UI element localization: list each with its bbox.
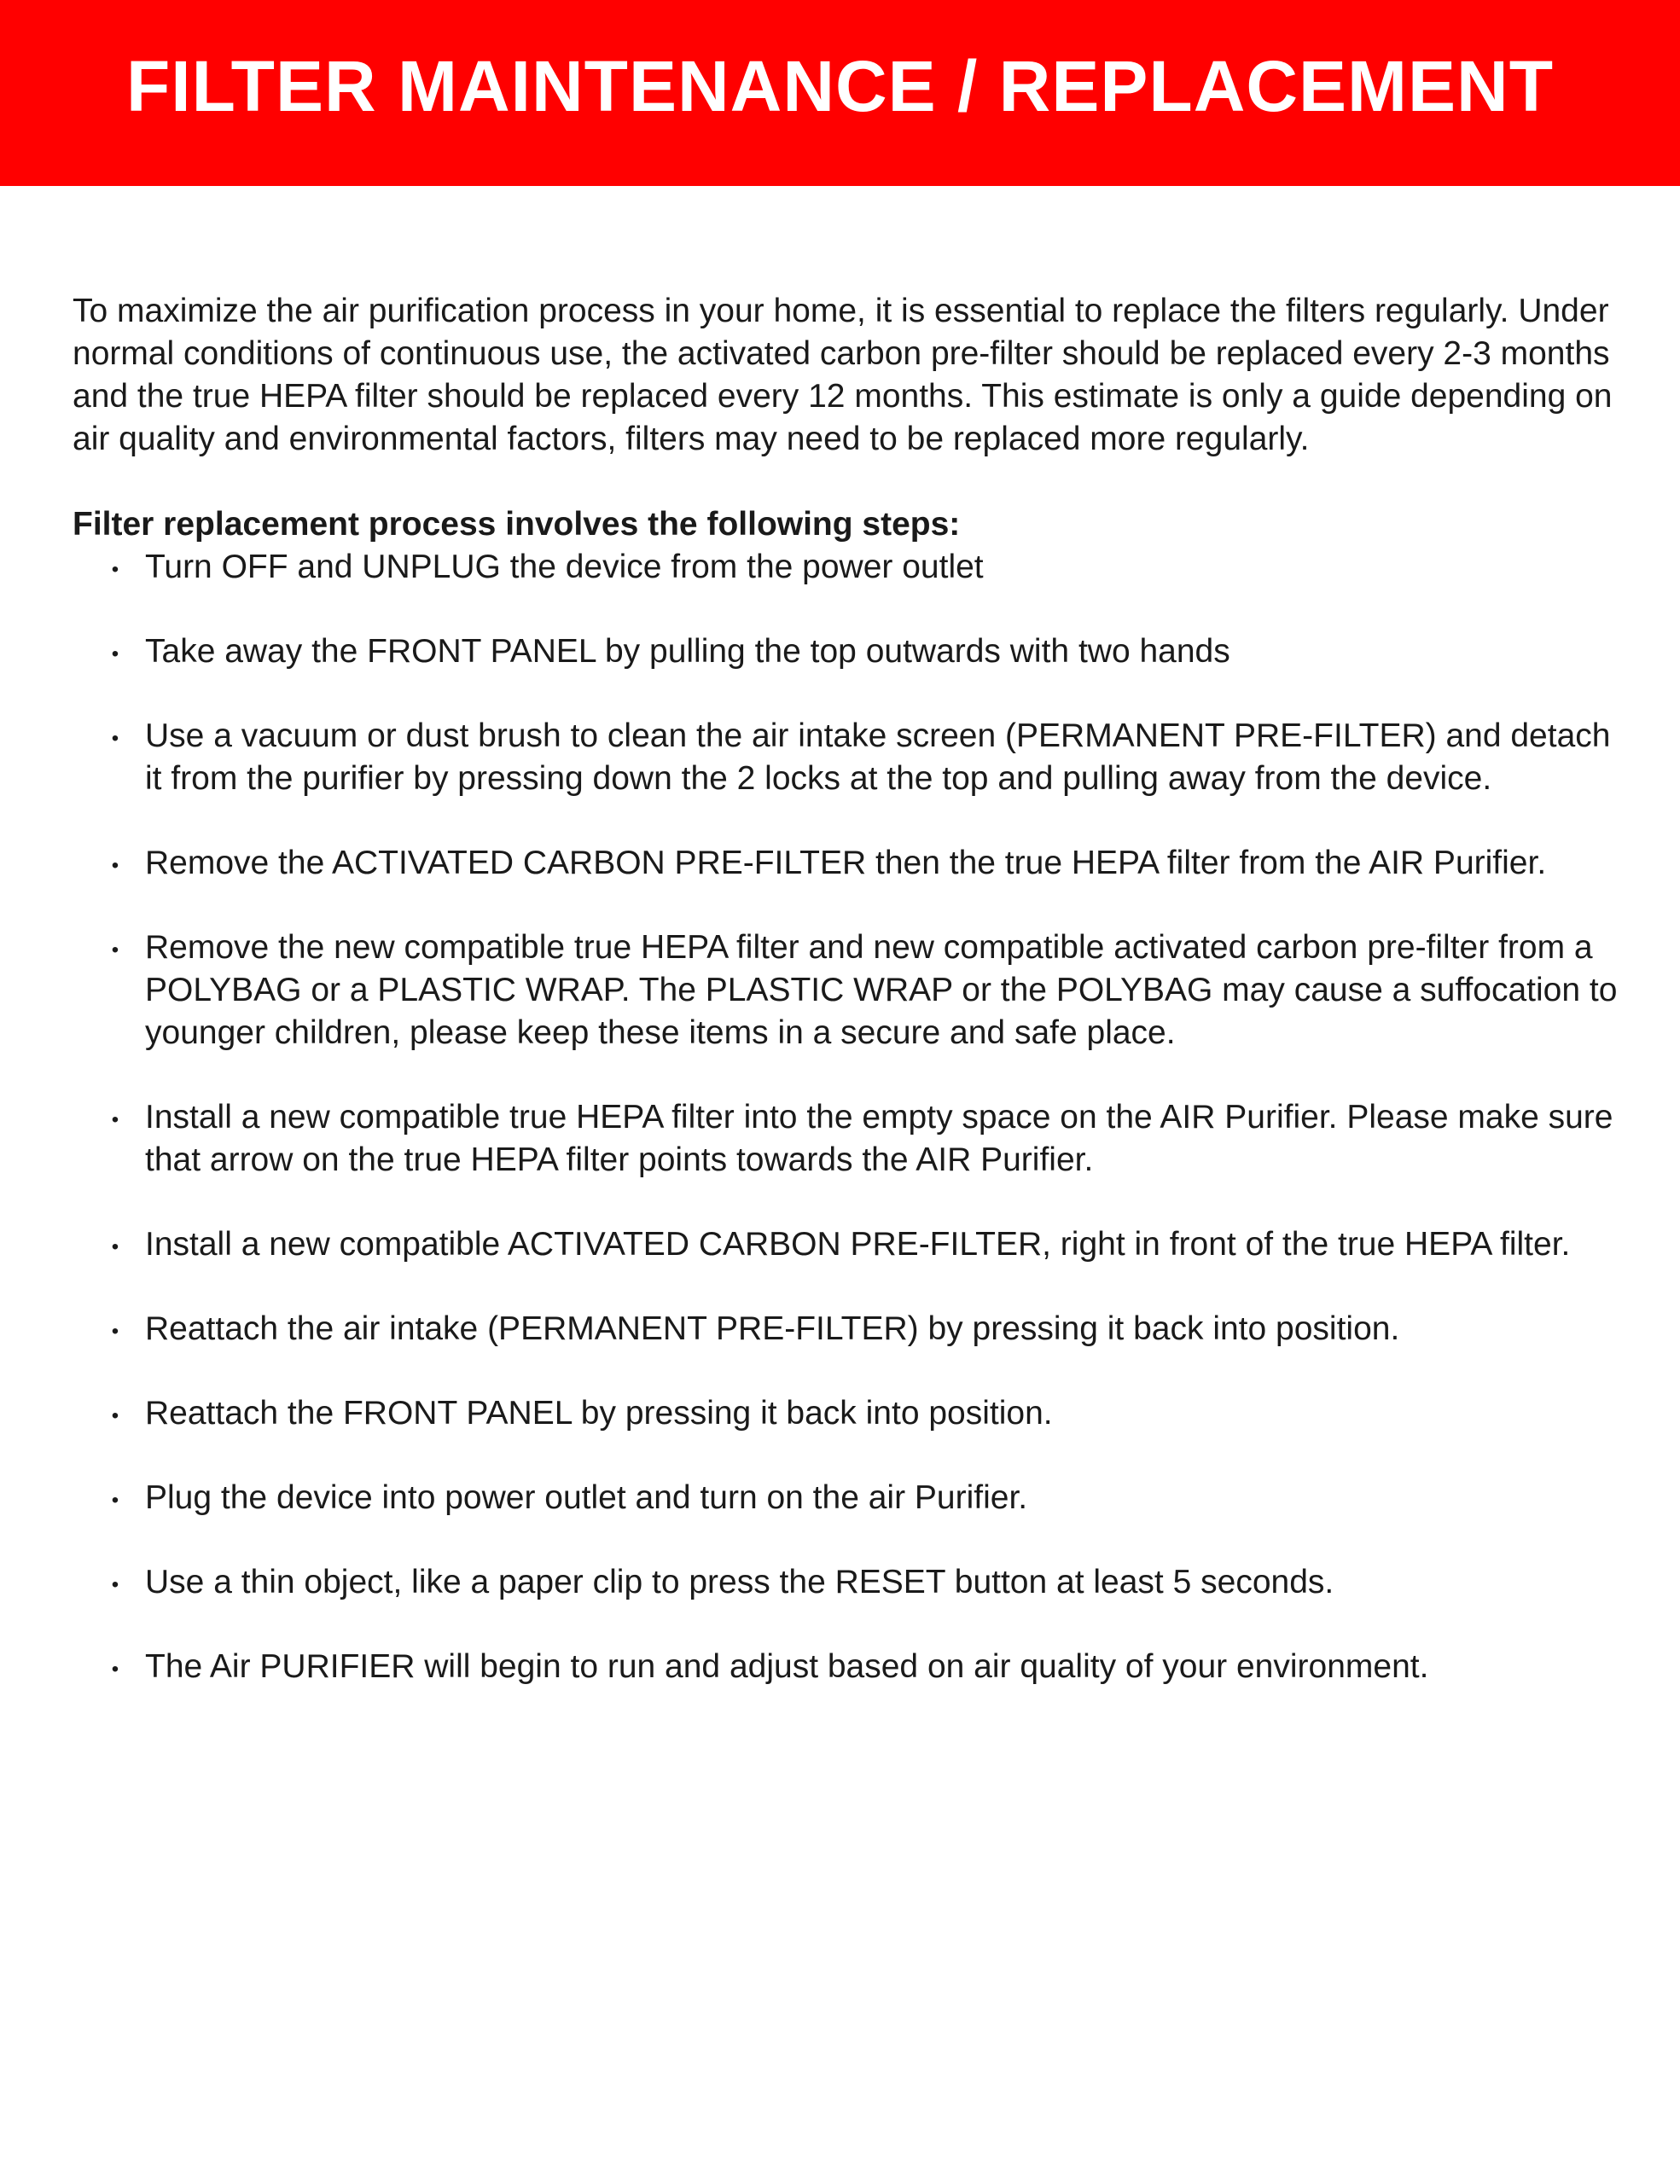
step-text: Use a vacuum or dust brush to clean the air intake screen (PERMANENT PRE-FILTER) and detach it from the purifier by pressing down the 2 locks at the top and pulling away from the device.: [145, 717, 1611, 797]
step-text: Install a new compatible true HEPA filter into the empty space on the AIR Purifier. Please make sure that arrow on the true HEPA filter points towards the AIR Purifier.: [145, 1099, 1613, 1178]
bullet-icon: •: [111, 1489, 119, 1512]
bullet-icon: •: [111, 1108, 119, 1131]
bullet-icon: •: [111, 1320, 119, 1343]
page-title: FILTER MAINTENANCE / REPLACEMENT: [125, 46, 1555, 126]
bullet-icon: •: [111, 1404, 119, 1427]
bullet-icon: •: [111, 1658, 119, 1681]
step-text: Remove the ACTIVATED CARBON PRE-FILTER then the true HEPA filter from the AIR Purifier.: [145, 845, 1547, 881]
step-text: Take away the FRONT PANEL by pulling the top outwards with two hands: [145, 633, 1230, 670]
step-item: [73, 842, 1625, 885]
bullet-icon: •: [111, 1235, 119, 1258]
step-item: [73, 1392, 1625, 1435]
step-item: [73, 1308, 1625, 1350]
bullet-icon: •: [111, 642, 119, 665]
step-text: Plug the device into power outlet and turn on the air Purifier.: [145, 1479, 1028, 1516]
step-text: The Air PURIFIER will begin to run and adjust based on air quality of your environment.: [145, 1648, 1429, 1685]
steps-list: [73, 546, 1625, 1688]
step-text: Reattach the air intake (PERMANENT PRE-FILTER) by pressing it back into position.: [145, 1310, 1400, 1347]
bullet-icon: •: [111, 727, 119, 750]
step-item: [73, 546, 1625, 589]
step-item: [73, 1477, 1625, 1519]
step-item: [73, 1646, 1625, 1688]
step-item: [73, 630, 1625, 673]
bullet-icon: •: [111, 558, 119, 581]
step-text: Use a thin object, like a paper clip to press the RESET button at least 5 seconds.: [145, 1564, 1334, 1600]
step-item: [73, 715, 1625, 800]
step-item: [73, 1561, 1625, 1604]
bullet-icon: •: [111, 1573, 119, 1596]
document-body: [73, 290, 1625, 1688]
step-item: [73, 1223, 1625, 1266]
steps-heading: Filter replacement process involves the following steps:: [73, 506, 961, 543]
bullet-icon: •: [111, 854, 119, 877]
step-item: [73, 1096, 1625, 1182]
intro-paragraph: To maximize the air purification process in your home, it is essential to replace the filters regularly. Under normal conditions of continuous use, the activated carbon pre-filter should be replaced every 2-3 months and the true HEPA filter should be replaced every 12 months. This estimate is only a guide depending on air quality and environmental factors, filters may need to be replaced more regularly.: [73, 293, 1613, 457]
step-text: Install a new compatible ACTIVATED CARBON PRE-FILTER, right in front of the true HEPA filter.: [145, 1226, 1571, 1263]
step-text: Remove the new compatible true HEPA filter and new compatible activated carbon pre-filter from a POLYBAG or a PLASTIC WRAP. The PLASTIC WRAP or the POLYBAG may cause a suffocation to younger children, please keep these items in a secure and safe place.: [145, 929, 1618, 1051]
step-text: Reattach the FRONT PANEL by pressing it back into position.: [145, 1395, 1053, 1432]
title-banner: [0, 0, 1680, 186]
step-text: Turn OFF and UNPLUG the device from the power outlet: [145, 549, 984, 585]
step-item: [73, 926, 1625, 1054]
bullet-icon: •: [111, 938, 119, 961]
